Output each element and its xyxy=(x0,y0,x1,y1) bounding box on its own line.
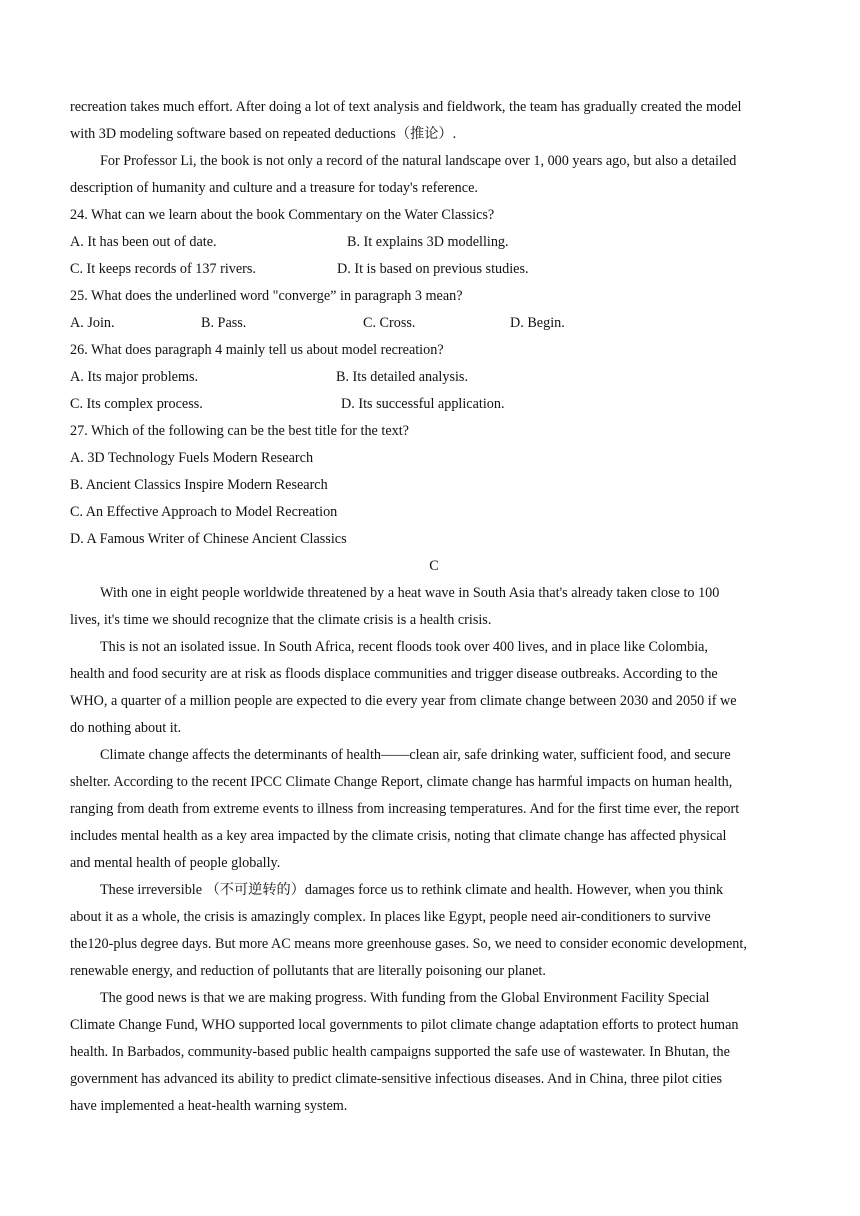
option-a: A. 3D Technology Fuels Modern Research xyxy=(70,450,314,466)
option-a: A. Its major problems. xyxy=(70,369,199,385)
option-d: D. Begin. xyxy=(510,315,565,331)
text-line: WHO, a quarter of a million people are expected to die every year from climate change between 2030 and 2050 if we xyxy=(70,693,737,709)
text-line: recreation takes much effort. After doing a lot of text analysis and fieldwork, the team has gradually created the model xyxy=(70,99,742,115)
text-line: the120-plus degree days. But more AC means more greenhouse gases. So, we need to consider economic development, xyxy=(70,936,747,952)
document-page xyxy=(70,94,798,1120)
text-line: The good news is that we are making progress. With funding from the Global Environment Facility Special xyxy=(100,990,710,1006)
paragraph-c-3 xyxy=(70,742,798,877)
text-line: health. In Barbados, community-based public health campaigns supported the safe use of wastewater. In Bhutan, the xyxy=(70,1044,730,1060)
text-line: and mental health of people globally. xyxy=(70,855,281,871)
text-line: government has advanced its ability to predict climate-sensitive infectious diseases. And in China, three pilot cities xyxy=(70,1071,723,1087)
question-stem: 27. Which of the following can be the best title for the text? xyxy=(70,423,409,439)
paragraph-b-professor-li xyxy=(70,148,798,202)
question-24 xyxy=(70,202,798,283)
question-25 xyxy=(70,283,798,337)
option-b: B. Ancient Classics Inspire Modern Research xyxy=(70,477,328,493)
text-line: with 3D modeling software based on repeated deductions（推论）. xyxy=(70,126,457,142)
option-d: D. It is based on previous studies. xyxy=(337,261,529,277)
option-b: B. Its detailed analysis. xyxy=(336,369,468,385)
section-heading-c: C xyxy=(429,558,439,574)
option-d: D. Its successful application. xyxy=(341,396,505,412)
option-row xyxy=(70,310,798,337)
text-line: lives, it's time we should recognize that the climate crisis is a health crisis. xyxy=(70,612,492,628)
option-d: D. A Famous Writer of Chinese Ancient Classics xyxy=(70,531,347,547)
text-line: health and food security are at risk as floods displace communities and trigger disease outbreaks. According to the xyxy=(70,666,718,682)
text-line: For Professor Li, the book is not only a record of the natural landscape over 1, 000 years ago, but also a detailed xyxy=(100,153,737,169)
option-c: C. Its complex process. xyxy=(70,396,203,412)
question-27 xyxy=(70,418,798,553)
question-26 xyxy=(70,337,798,418)
paragraph-c-5 xyxy=(70,985,798,1120)
option-row xyxy=(70,229,798,256)
option-c: C. An Effective Approach to Model Recreation xyxy=(70,504,338,520)
text-line: shelter. According to the recent IPCC Climate Change Report, climate change has harmful impacts on human health, xyxy=(70,774,733,790)
paragraph-c-4 xyxy=(70,877,798,985)
question-stem: 25. What does the underlined word "converge” in paragraph 3 mean? xyxy=(70,288,463,304)
option-b: B. It explains 3D modelling. xyxy=(347,234,509,250)
paragraph-b-recreation xyxy=(70,94,798,148)
text-line: With one in eight people worldwide threatened by a heat wave in South Asia that's already taken close to 100 xyxy=(100,585,720,601)
text-line: about it as a whole, the crisis is amazingly complex. In places like Egypt, people need air-conditioners to survive xyxy=(70,909,711,925)
option-row xyxy=(70,364,798,391)
option-row xyxy=(70,391,798,418)
text-line: This is not an isolated issue. In South Africa, recent floods took over 400 lives, and in place like Colombia, xyxy=(100,639,708,655)
text-line: Climate change affects the determinants of health——clean air, safe drinking water, sufficient food, and secure xyxy=(100,747,731,763)
paragraph-c-1 xyxy=(70,580,798,634)
option-row xyxy=(70,256,798,283)
option-a: A. Join. xyxy=(70,315,115,331)
option-c: C. It keeps records of 137 rivers. xyxy=(70,261,256,277)
text-line: Climate Change Fund, WHO supported local governments to pilot climate change adaptation efforts to protect human xyxy=(70,1017,739,1033)
option-b: B. Pass. xyxy=(201,315,247,331)
paragraph-c-2 xyxy=(70,634,798,742)
option-c: C. Cross. xyxy=(363,315,416,331)
text-line: description of humanity and culture and a treasure for today's reference. xyxy=(70,180,478,196)
text-line: have implemented a heat-health warning system. xyxy=(70,1098,348,1114)
question-stem: 26. What does paragraph 4 mainly tell us about model recreation? xyxy=(70,342,444,358)
text-line: do nothing about it. xyxy=(70,720,182,736)
text-line: These irreversible （不可逆转的）damages force us to rethink climate and health. However, when you think xyxy=(100,882,724,898)
option-a: A. It has been out of date. xyxy=(70,234,217,250)
text-line: includes mental health as a key area impacted by the climate crisis, noting that climate change has affected physical xyxy=(70,828,727,844)
text-line: ranging from death from extreme events to illness from increasing temperatures. And for the first time ever, the report xyxy=(70,801,740,817)
text-line: renewable energy, and reduction of pollutants that are literally poisoning our planet. xyxy=(70,963,546,979)
question-stem: 24. What can we learn about the book Commentary on the Water Classics? xyxy=(70,207,495,223)
